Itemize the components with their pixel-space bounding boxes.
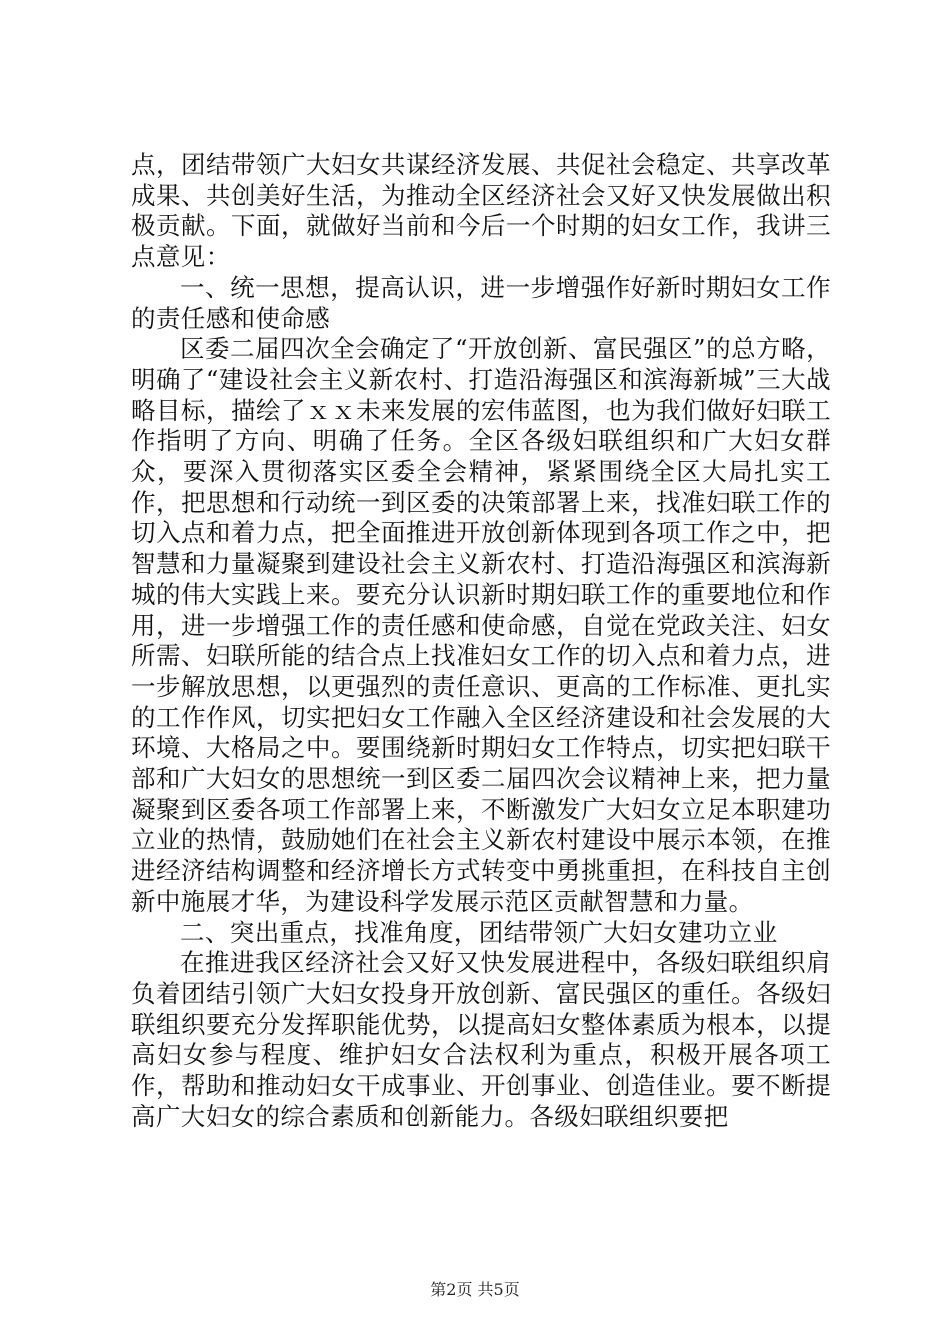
section-heading-two: 二、突出重点，找准角度，团结带领广大妇女建功立业 bbox=[180, 917, 778, 947]
paragraph-section-two: 在推进我区经济社会又好又快发展进程中，各级妇联组织肩负着团结引领广大妇女投身开放创新、富民强区的重任。各级妇联组织要充分发挥职能优势，以提高妇女整体素质为根本，以提高妇女参与程度、维护妇女合法权利为重点，积极开展各项工作，帮助和推动妇女干成事业、开创事业、创造佳业。要不断提高广大妇女的综合素质和创新能力。各级妇联组织要把 bbox=[131, 948, 831, 1131]
page-number-label: 第2页 共5页 bbox=[430, 1280, 520, 1299]
document-body bbox=[131, 150, 831, 1133]
paragraph-continuation: 点，团结带领广大妇女共谋经济发展、共促社会稳定、共享改革成果、共创美好生活，为推动全区经济社会又好又快发展做出积极贡献。下面，就做好当前和今后一个时期的妇女工作，我讲三点意见： bbox=[131, 150, 831, 272]
section-heading-one: 一、统一思想，提高认识，进一步增强作好新时期妇女工作的责任感和使命感 bbox=[131, 272, 831, 333]
paragraph-section-one: 区委二届四次全会确定了“开放创新、富民强区”的总方略，明确了“建设社会主义新农村、打造沿海强区和滨海新城”三大战略目标，描绘了ｘｘ未来发展的宏伟蓝图，也为我们做好妇联工作指明了方向、明确了任务。全区各级妇联组织和广大妇女群众，要深入贯彻落实区委全会精神，紧紧围绕全区大局扎实工作，把思想和行动统一到区委的决策部署上来，找准妇联工作的切入点和着力点，把全面推进开放创新体现到各项工作之中，把智慧和力量凝聚到建设社会主义新农村、打造沿海强区和滨海新城的伟大实践上来。要充分认识新时期妇联工作的重要地位和作用，进一步增强工作的责任感和使命感，自觉在党政关注、妇女所需、妇联所能的结合点上找准妇女工作的切入点和着力点，进一步解放思想，以更强烈的责任意识、更高的工作标准、更扎实的工作作风，切实把妇女工作融入全区经济建设和社会发展的大环境、大格局之中。要围绕新时期妇女工作特点，切实把妇联干部和广大妇女的思想统一到区委二届四次会议精神上来，把力量凝聚到区委各项工作部署上来，不断激发广大妇女立足本职建功立业的热情，鼓励她们在社会主义新农村建设中展示本领，在推进经济结构调整和经济增长方式转变中勇挑重担，在科技自主创新中施展才华，为建设科学发展示范区贡献智慧和力量。 bbox=[131, 334, 831, 916]
page-footer bbox=[0, 1280, 950, 1300]
